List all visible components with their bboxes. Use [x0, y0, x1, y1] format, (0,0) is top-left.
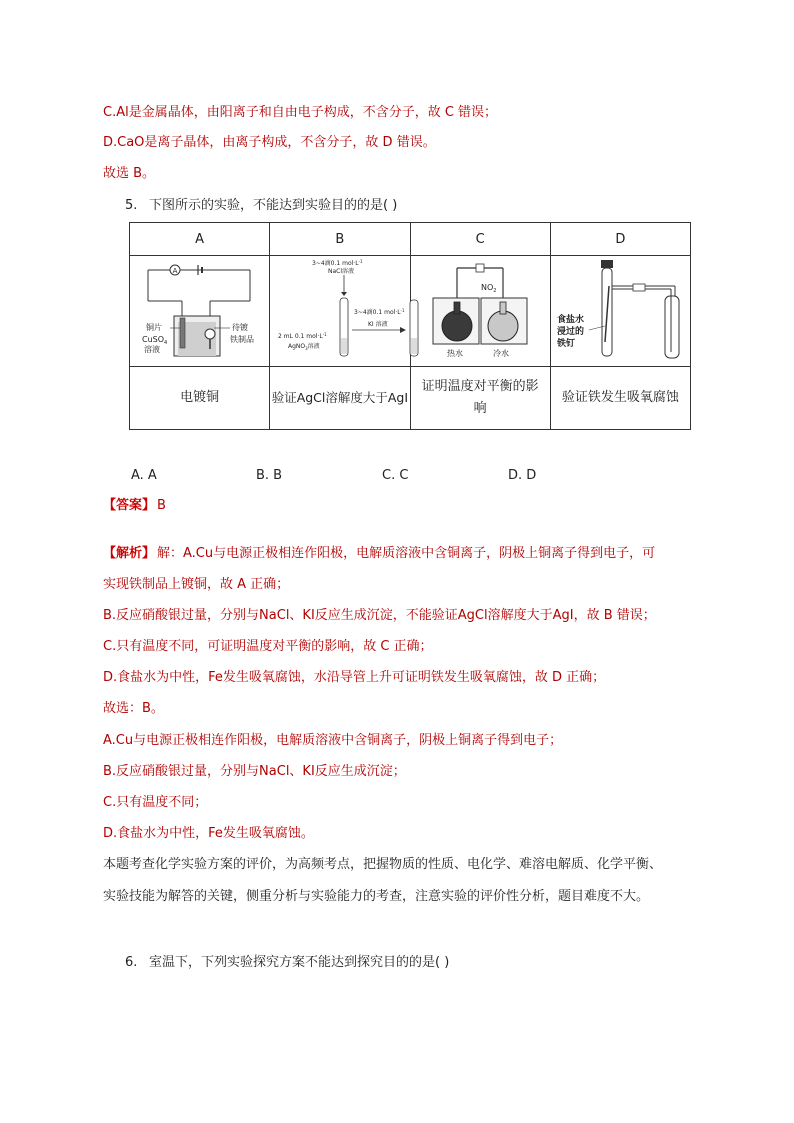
svg-text:KI 溶液: KI 溶液	[368, 321, 388, 328]
caption-c	[410, 367, 550, 430]
prev-option-c-explanation: C.Al是金属晶体，由阳离子和自由电子构成，不含分子，故 C 错误；	[103, 105, 498, 120]
summary-line-2: 实验技能为解答的关键，侧重分析与实验能力的考查，注意实验的评价性分析，题目难度不大。	[103, 889, 650, 904]
electroplating-apparatus-figure	[130, 256, 270, 362]
analysis-label: 【解析】	[103, 546, 156, 561]
q6-number: 6.	[125, 955, 138, 970]
svg-text:铁制品: 铁制品	[230, 335, 254, 344]
svg-text:铜片: 铜片	[146, 323, 162, 332]
option-d: D. D	[508, 468, 537, 483]
analysis-line-10: D.食盐水为中性，Fe发生吸氧腐蚀。	[103, 826, 314, 841]
q6-stem: 室温下，下列实验探究方案不能达到探究目的的是( )	[149, 955, 450, 970]
option-a: A. A	[131, 468, 157, 483]
analysis-line-4: C.只有温度不同，可证明温度对平衡的影响，故 C 正确；	[103, 639, 433, 654]
answer-label: 【答案】	[103, 498, 156, 513]
figure-c-cell	[410, 256, 550, 367]
summary-line-1: 本题考查化学实验方案的评价，为高频考点，把握物质的性质、电化学、难溶电解质、化学平衡、	[103, 857, 663, 872]
answer-value: B	[157, 498, 166, 513]
clamp-icon	[476, 264, 484, 272]
option-c: C. C	[382, 468, 409, 483]
table-header-c: C	[410, 223, 550, 256]
analysis-line-9: C.只有温度不同；	[103, 795, 208, 810]
svg-text:食盐水: 食盐水	[557, 315, 585, 325]
svg-text:热水: 热水	[447, 349, 464, 358]
svg-text:3~4滴0.1 mol·L-1: 3~4滴0.1 $mol\cdot L^{-1}$	[354, 308, 405, 316]
precipitation-test-figure	[270, 256, 428, 362]
test-tube-small-icon	[665, 296, 679, 358]
no2-equilibrium-figure	[419, 256, 541, 362]
caption-a: 电镀铜	[130, 367, 270, 430]
analysis-line-5: D.食盐水为中性，Fe发生吸氧腐蚀，水沿导管上升可证明铁发生吸氧腐蚀，故 D 正确；	[103, 670, 606, 685]
flask-dark-icon	[442, 311, 472, 341]
svg-text:CuSO4: CuSO$_4$	[142, 335, 168, 346]
caption-d: 验证铁发生吸氧腐蚀	[550, 367, 690, 430]
prev-option-d-explanation: D.CaO是离子晶体，由离子构成，不含分子，故 D 错误。	[103, 135, 436, 150]
svg-text:浸过的: 浸过的	[557, 327, 585, 337]
svg-text:冷水: 冷水	[493, 349, 510, 358]
svg-text:待镀: 待镀	[232, 323, 248, 332]
table-header-a: A	[130, 223, 270, 256]
svg-text:2 mL 0.1 mol·L-1: 2 mL 0.1 $mol\cdot L^{-1}$	[278, 332, 327, 340]
figure-d-cell	[550, 256, 690, 367]
iron-spoon-icon	[205, 329, 215, 339]
analysis-line-3: B.反应硝酸银过量，分别与NaCl、KI反应生成沉淀，不能验证AgCl溶解度大于AgI，故 B 错误；	[103, 608, 656, 623]
option-b: B. B	[256, 468, 283, 483]
stopper-icon	[601, 260, 613, 268]
table-header-d: D	[550, 223, 690, 256]
analysis-line-1: 解：A.Cu与电源正极相连作阳极，电解质溶液中含铜离子，阴极上铜离子得到电子，可	[157, 546, 656, 561]
experiment-table	[129, 222, 691, 430]
figure-b-cell	[270, 256, 410, 367]
q5-stem: 下图所示的实验，不能达到实验目的的是( )	[149, 198, 398, 213]
figure-a-cell	[130, 256, 270, 367]
iron-corrosion-figure	[553, 256, 687, 362]
svg-text:溶液: 溶液	[144, 345, 160, 354]
analysis-line-8: B.反应硝酸银过量，分别与NaCl、KI反应生成沉淀；	[103, 764, 406, 779]
prev-choose-line: 故选 B。	[103, 166, 156, 181]
analysis-line-2: 实现铁制品上镀铜，故 A 正确；	[103, 577, 290, 592]
svg-text:AgNO3溶液: AgNO$_3$溶液	[288, 343, 320, 351]
q5-number: 5.	[125, 198, 138, 213]
svg-text:3~4滴0.1 mol·L-1: 3~4滴0.1 $mol\cdot L^{-1}$	[312, 259, 363, 267]
svg-text:A: A	[172, 267, 178, 275]
caption-c-text: 证明温度对平衡的影响	[421, 379, 539, 416]
table-header-b: B	[270, 223, 410, 256]
svg-text:铁钉: 铁钉	[557, 339, 576, 349]
caption-b: 验证AgCl溶解度大于AgI	[270, 367, 410, 430]
svg-text:NO2: $NO_2$	[481, 283, 497, 294]
copper-plate-icon	[180, 318, 185, 348]
svg-text:NaCl溶液: NaCl溶液	[328, 268, 355, 275]
flask-light-icon	[488, 311, 518, 341]
analysis-line-7: A.Cu与电源正极相连作阳极，电解质溶液中含铜离子，阴极上铜离子得到电子；	[103, 733, 563, 748]
analysis-line-6: 故选：B。	[103, 701, 164, 716]
